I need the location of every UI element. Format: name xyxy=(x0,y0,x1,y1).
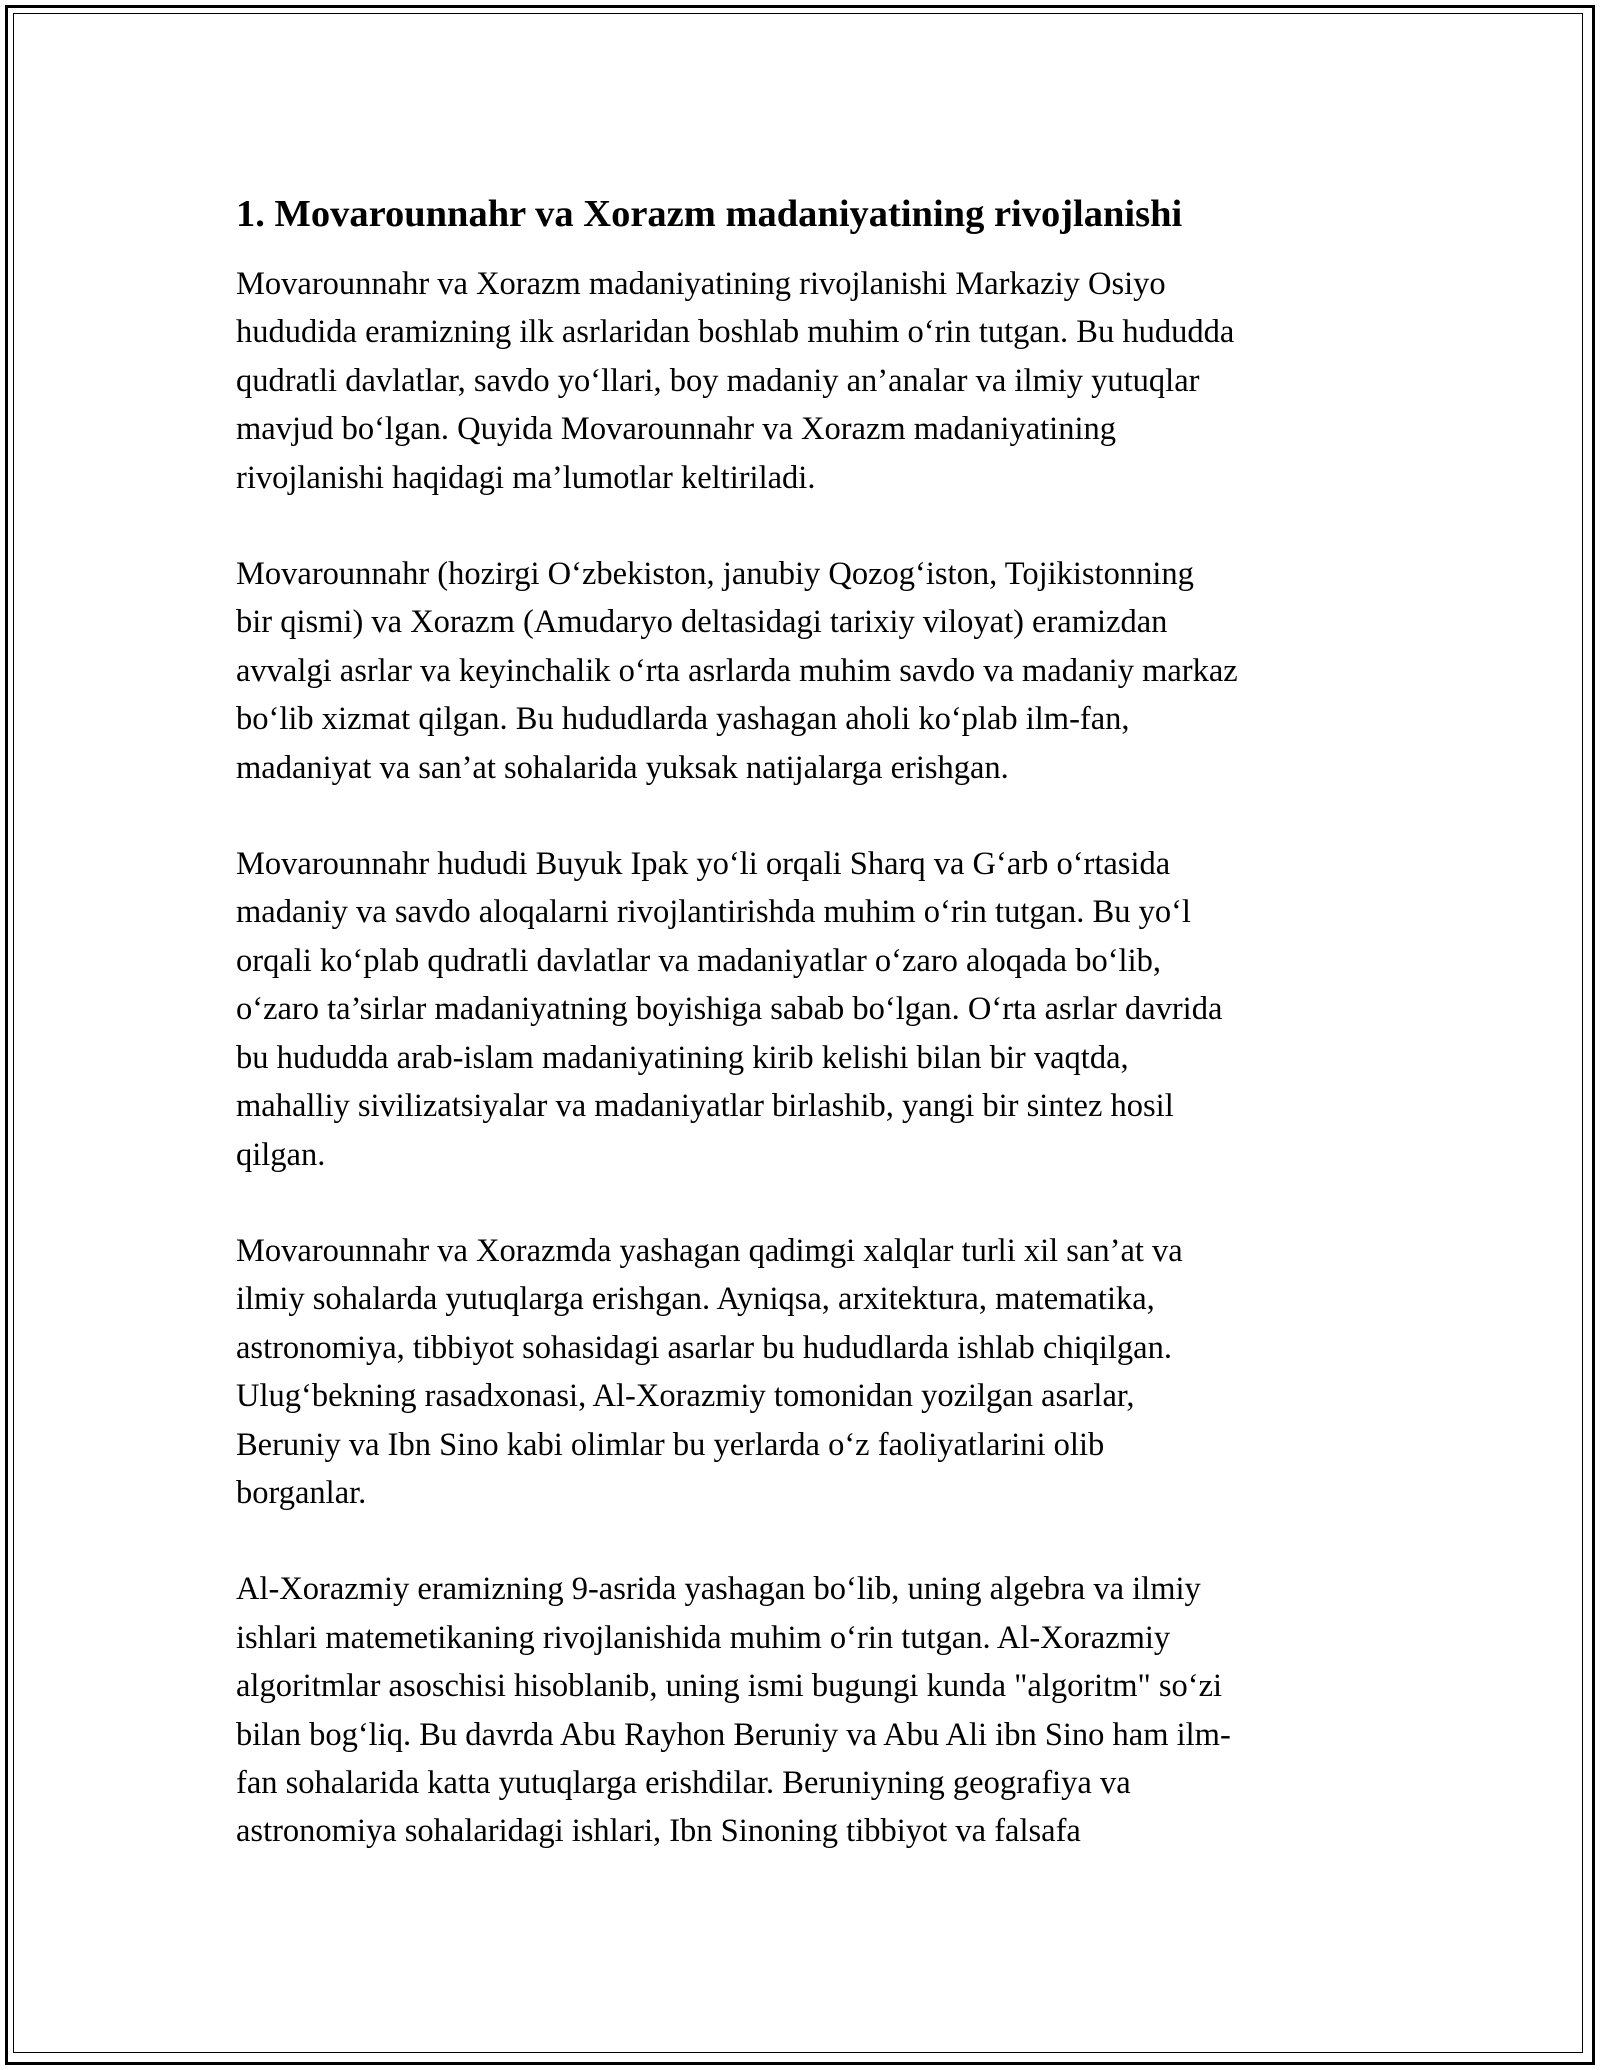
document-body xyxy=(236,186,1378,1904)
text-line: bo‘lib xizmat qilgan. Bu hududlarda yashagan aholi ko‘plab ilm-fan, xyxy=(236,701,1130,738)
paragraph xyxy=(236,1227,1378,1517)
text-line: ishlari matemetikaning rivojlanishida muhim o‘rin tutgan. Al-Xorazmiy xyxy=(236,1619,1171,1656)
text-line: ilmiy sohalarda yutuqlarga erishgan. Ayniqsa, arxitektura, matematika, xyxy=(236,1281,1155,1318)
text-line: Movarounnahr va Xorazmda yashagan qadimgi xalqlar turli xil san’at va xyxy=(236,1232,1183,1269)
text-line: avvalgi asrlar va keyinchalik o‘rta asrlarda muhim savdo va madaniy markaz xyxy=(236,652,1238,689)
text-line: bilan bog‘liq. Bu davrda Abu Rayhon Beruniy va Abu Ali ibn Sino ham ilm- xyxy=(236,1716,1231,1753)
text-line: madaniy va savdo aloqalarni rivojlantirishda muhim o‘rin tutgan. Bu yo‘l xyxy=(236,894,1191,931)
text-line: madaniyat va san’at sohalarida yuksak natijalarga erishgan. xyxy=(236,749,1009,786)
text-line: hududida eramizning ilk asrlaridan boshlab muhim o‘rin tutgan. Bu hududda xyxy=(236,314,1235,351)
text-line: fan sohalarida katta yutuqlarga erishdilar. Beruniyning geografiya va xyxy=(236,1764,1131,1801)
text-line: Movarounnahr (hozirgi O‘zbekiston, janubiy Qozog‘iston, Tojikistonning xyxy=(236,556,1194,593)
text-line: borganlar. xyxy=(236,1474,367,1511)
text-line: astronomiya sohalaridagi ishlari, Ibn Sinoning tibbiyot va falsafa xyxy=(236,1813,1081,1850)
text-line: Ulug‘bekning rasadxonasi, Al-Xorazmiy tomonidan yozilgan asarlar, xyxy=(236,1378,1135,1415)
text-line: mavjud bo‘lgan. Quyida Movarounnahr va Xorazm madaniyatining xyxy=(236,411,1116,448)
paragraph xyxy=(236,550,1378,792)
text-line: qudratli davlatlar, savdo yo‘llari, boy madaniy an’analar va ilmiy yutuqlar xyxy=(236,362,1200,399)
paragraph xyxy=(236,840,1378,1179)
text-line: Movarounnahr va Xorazm madaniyatining rivojlanishi Markaziy Osiyo xyxy=(236,266,1166,302)
document-heading: 1. Movarounnahr va Xorazm madaniyatining rivojlanishi xyxy=(236,193,1183,235)
text-line: Al-Xorazmiy eramizning 9-asrida yashagan bo‘lib, uning algebra va ilmiy xyxy=(236,1571,1201,1608)
text-line: bir qismi) va Xorazm (Amudaryo deltasidagi tarixiy viloyat) eramizdan xyxy=(236,604,1168,641)
text-line: bu hududda arab-islam madaniyatining kirib kelishi bilan bir vaqtda, xyxy=(236,1039,1129,1076)
text-line: Movarounnahr hududi Buyuk Ipak yo‘li orqali Sharq va G‘arb o‘rtasida xyxy=(236,846,1171,883)
text-line: o‘zaro ta’sirlar madaniyatning boyishiga sabab bo‘lgan. O‘rta asrlar davrida xyxy=(236,991,1223,1028)
text-line: mahalliy sivilizatsiyalar va madaniyatlar birlashib, yangi bir sintez hosil xyxy=(236,1088,1174,1125)
text-line: Beruniy va Ibn Sino kabi olimlar bu yerlarda o‘z faoliyatlarini olib xyxy=(236,1426,1105,1463)
paragraph xyxy=(236,260,1378,502)
text-line: rivojlanishi haqidagi ma’lumotlar keltiriladi. xyxy=(236,459,816,496)
text-line: algoritmlar asoschisi hisoblanib, uning ismi bugungi kunda "algoritm" so‘zi xyxy=(236,1668,1223,1705)
text-line: qilgan. xyxy=(236,1136,326,1173)
paragraph xyxy=(236,1565,1378,1855)
text-line: astronomiya, tibbiyot sohasidagi asarlar bu hududlarda ishlab chiqilgan. xyxy=(236,1329,1172,1366)
text-line: orqali ko‘plab qudratli davlatlar va madaniyatlar o‘zaro aloqada bo‘lib, xyxy=(236,942,1161,979)
